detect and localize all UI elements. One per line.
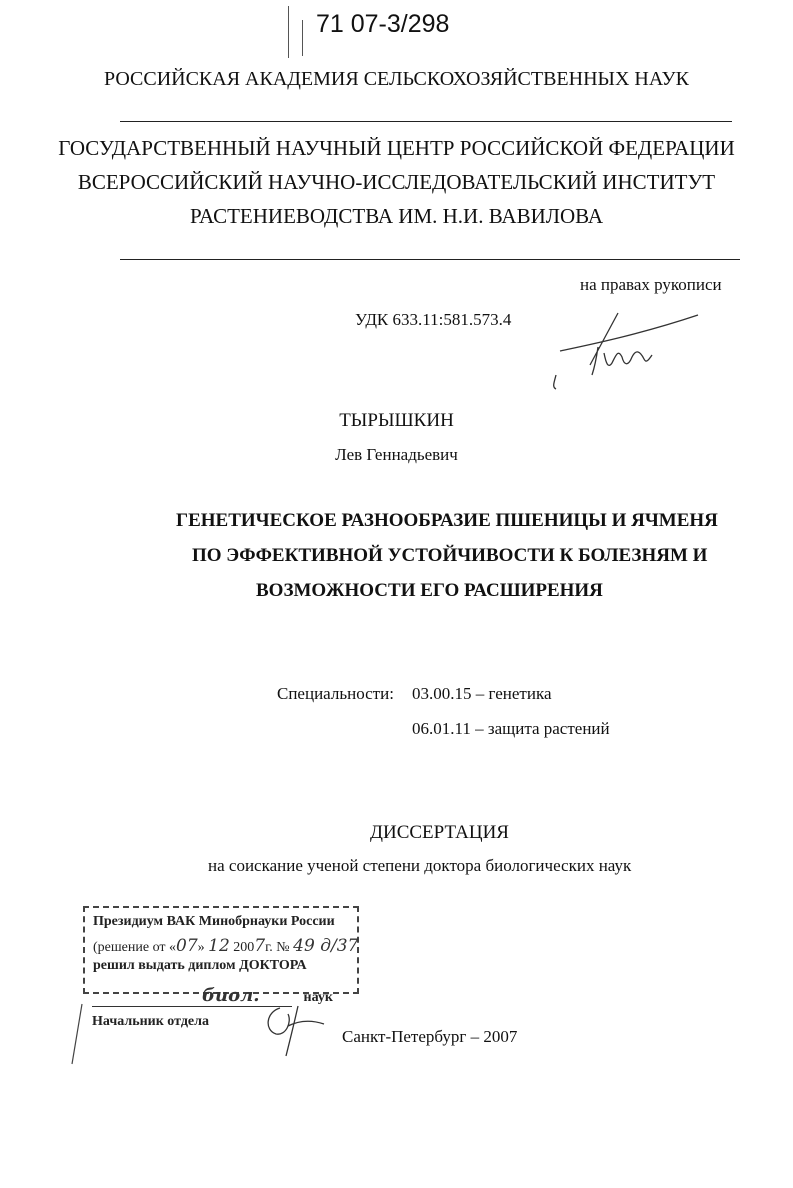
stamp-year-digit: 7 [254,936,266,956]
institute-line-1: ГОСУДАРСТВЕННЫЙ НАУЧНЫЙ ЦЕНТР РОССИЙСКОЙ ФЕДЕРАЦИИ [58,136,735,160]
stamp-number: 49 д/37 [293,936,359,956]
institute-line-2: ВСЕРОССИЙСКИЙ НАУЧНО-ИССЛЕДОВАТЕЛЬСКИЙ ИНСТИТУТ [77,170,716,194]
author-name: Лев Геннадьевич [335,445,458,464]
udc-code: УДК 633.11:581.573.4 [355,310,512,329]
place-and-year: Санкт-Петербург – 2007 [342,1027,518,1046]
dissertation-title-line-3: ВОЗМОЖНОСТИ ЕГО РАСШИРЕНИЯ [256,580,603,601]
stamp-line-5: Начальник отдела [92,1014,209,1029]
stamp-year-prefix: 200 [233,940,255,955]
bottom-divider [120,259,740,260]
stamp-field: биол. [92,985,292,1007]
margin-mark-right [302,20,303,56]
stamp-edge-mark [68,1000,88,1070]
academy-name: РОССИЙСКАЯ АКАДЕМИЯ СЕЛЬСКОХОЗЯЙСТВЕННЫХ НАУК [103,68,690,90]
dissertation-title-line-2: ПО ЭФФЕКТИВНОЙ УСТОЙЧИВОСТИ К БОЛЕЗНЯМ И [192,545,708,566]
archive-number: 71 07-3/298 [316,10,450,38]
institute-line-3: РАСТЕНИЕВОДСТВА ИМ. Н.И. ВАВИЛОВА [189,204,604,228]
stamp-quote-close: » [197,940,205,955]
stamp-day: 07 [176,936,198,956]
specialty-second: 06.01.11 – защита растений [412,719,610,738]
stamp-line-2 [93,936,358,956]
dissertation-title-line-1: ГЕНЕТИЧЕСКОЕ РАЗНООБРАЗИЕ ПШЕНИЦЫ И ЯЧМЕНЯ [176,510,718,531]
author-surname: ТЫРЫШКИН [339,410,454,431]
stamp-line-3: решил выдать диплом ДОКТОРА [93,958,307,973]
vak-stamp [83,906,359,994]
stamp-decision-prefix: (решение от « [93,940,177,955]
stamp-signature [258,1000,338,1060]
margin-mark-left [288,6,289,58]
stamp-number-label: г. № [265,940,290,955]
author-signature [548,305,708,395]
stamp-line-1: Президиум ВАК Минобрнауки России [93,914,335,929]
manuscript-note: на правах рукописи [580,275,722,294]
degree-line: на соискание ученой степени доктора биологических наук [208,856,632,875]
stamp-field-suffix: наук [303,990,333,1005]
stamp-month: 12 [208,936,230,956]
work-type: ДИССЕРТАЦИЯ [370,822,509,843]
top-divider [120,121,732,122]
specialty-first: 03.00.15 – генетика [412,684,552,703]
specialties-label: Специальности: [277,684,394,703]
